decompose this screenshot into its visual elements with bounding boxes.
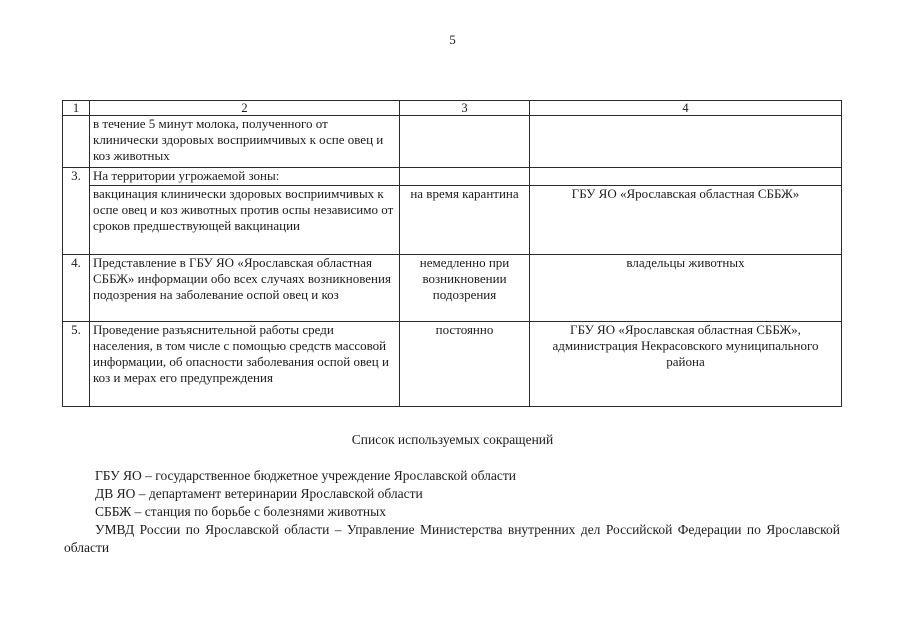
table-header-row	[63, 101, 842, 116]
table-row	[63, 322, 842, 407]
row-responsible	[530, 168, 842, 186]
row-task: в течение 5 минут молока, полученного от клинически здоровых восприимчивых к оспе овец и коз животных	[90, 116, 400, 168]
row-task: вакцинация клинически здоровых восприимчивых к оспе овец и коз животных против оспы независимо от сроков предшествующей вакцинации	[90, 186, 400, 255]
table-row	[63, 186, 842, 255]
abbreviation-item: УМВД России по Ярославской области – Управление Министерства внутренних дел Российской Федерации по Ярославской области	[64, 522, 840, 555]
row-responsible	[530, 116, 842, 168]
row-task: Проведение разъяснительной работы среди населения, в том числе с помощью средств массовой информации, об опасности заболевания оспой овец и коз и мерах его предупреждения	[90, 322, 400, 407]
row-number: 3.	[63, 168, 90, 255]
row-task: На территории угрожаемой зоны:	[90, 168, 400, 186]
abbreviation-item: СББЖ – станция по борьбе с болезнями животных	[95, 504, 386, 519]
row-number: 4.	[63, 255, 90, 322]
row-term	[400, 116, 530, 168]
measures-table	[62, 100, 842, 407]
row-responsible: владельцы животных	[530, 255, 842, 322]
header-cell-4: 4	[530, 101, 842, 116]
row-term: немедленно при возникновении подозрения	[400, 255, 530, 322]
row-responsible: ГБУ ЯО «Ярославская областная СББЖ»	[530, 186, 842, 255]
row-term	[400, 168, 530, 186]
header-cell-3: 3	[400, 101, 530, 116]
abbreviation-item: ГБУ ЯО – государственное бюджетное учреждение Ярославской области	[95, 468, 516, 483]
row-responsible: ГБУ ЯО «Ярославская областная СББЖ», администрация Некрасовского муниципального района	[530, 322, 842, 407]
header-cell-1: 1	[63, 101, 90, 116]
row-term: на время карантина	[400, 186, 530, 255]
table-row	[63, 116, 842, 168]
row-term: постоянно	[400, 322, 530, 407]
row-number	[63, 116, 90, 168]
header-cell-2: 2	[90, 101, 400, 116]
row-number: 5.	[63, 322, 90, 407]
abbreviations-list	[64, 467, 840, 557]
table-row	[63, 168, 842, 186]
abbreviation-item: ДВ ЯО – департамент ветеринарии Ярославской области	[95, 486, 423, 501]
page-number: 5	[449, 32, 456, 47]
table-row	[63, 255, 842, 322]
abbreviations-title: Список используемых сокращений	[351, 432, 554, 447]
row-task: Представление в ГБУ ЯО «Ярославская областная СББЖ» информации обо всех случаях возникновения подозрения на заболевание оспой овец и коз	[90, 255, 400, 322]
